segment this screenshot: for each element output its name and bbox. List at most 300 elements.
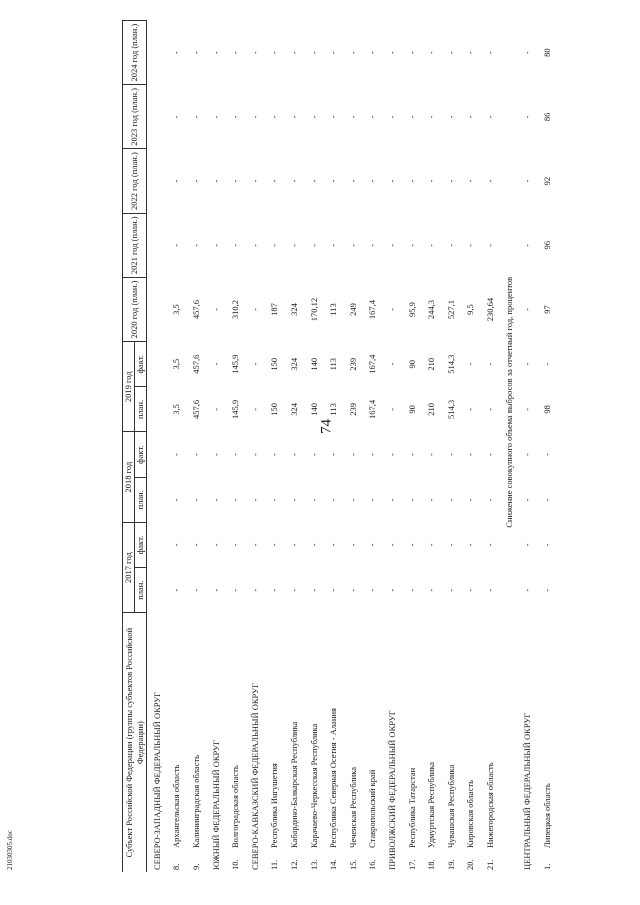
district-name-cell xyxy=(382,613,402,872)
value-cell: - xyxy=(249,179,260,183)
value-cell: 96 xyxy=(542,241,553,250)
district-row xyxy=(147,21,167,873)
region-name-cell xyxy=(186,613,206,872)
value-cell: - xyxy=(249,243,260,247)
value-cell: - xyxy=(210,243,221,247)
value-cell: - xyxy=(288,498,299,502)
value-cell: 80 xyxy=(542,48,553,57)
value-cell: - xyxy=(288,179,299,183)
value-cell: - xyxy=(406,588,417,592)
value-cell: - xyxy=(308,51,319,55)
subject-name: ЮЖНЫЙ ФЕДЕРАЛЬНЫЙ ОКРУГ xyxy=(210,740,221,870)
row-number: 1. xyxy=(542,863,553,870)
value-cell: - xyxy=(190,115,201,119)
value-cell: - xyxy=(484,243,495,247)
region-row xyxy=(480,21,500,873)
plan-year-header-2022: 2022 год (план.) xyxy=(123,149,147,213)
document-code: 21030305.doc xyxy=(6,830,14,870)
value-cell: - xyxy=(269,243,280,247)
value-cell: 3,5 xyxy=(171,404,182,415)
region-row xyxy=(225,21,245,873)
value-cell: 239 xyxy=(347,357,358,371)
section-caption: Снижение совокупного объема выбросов за отчетный год, процентов xyxy=(503,276,514,528)
value-cell: - xyxy=(465,51,476,55)
value-cell: - xyxy=(522,543,533,547)
value-cell: 140 xyxy=(308,357,319,371)
value-cell: 97 xyxy=(542,305,553,314)
value-cell xyxy=(147,149,167,213)
value-cell: - xyxy=(542,362,553,366)
value-cell: - xyxy=(249,407,260,411)
district-name-cell xyxy=(206,613,226,872)
value-cell xyxy=(147,477,167,522)
district-row xyxy=(518,21,538,873)
value-cell: - xyxy=(522,407,533,411)
value-cell: 167,4 xyxy=(367,354,378,374)
value-cell: - xyxy=(445,453,456,457)
value-cell: - xyxy=(367,588,378,592)
value-cell: 3,5 xyxy=(171,358,182,370)
value-cell: - xyxy=(308,243,319,247)
value-cell: - xyxy=(465,179,476,183)
district-name-cell xyxy=(245,613,265,872)
value-cell: 514,3 xyxy=(445,399,456,419)
district-name-cell xyxy=(518,613,538,872)
value-cell: - xyxy=(171,179,182,183)
subject-name: СЕВЕРО-КАВКАЗСКИЙ ФЕДЕРАЛЬНЫЙ ОКРУГ xyxy=(249,683,260,870)
row-number: 18. xyxy=(426,859,437,870)
value-cell: - xyxy=(190,543,201,547)
value-cell xyxy=(147,85,167,149)
value-cell: - xyxy=(367,115,378,119)
value-cell: - xyxy=(406,453,417,457)
region-name-cell xyxy=(480,613,500,872)
value-cell: 310,2 xyxy=(230,299,241,320)
value-cell: - xyxy=(426,453,437,457)
value-cell: - xyxy=(210,179,221,183)
value-cell: - xyxy=(484,498,495,502)
value-cell: - xyxy=(445,179,456,183)
row-number: 19. xyxy=(445,859,456,870)
subject-name: Калининградская область xyxy=(190,755,201,848)
value-cell: - xyxy=(269,453,280,457)
value-cell: - xyxy=(288,115,299,119)
value-cell: - xyxy=(210,543,221,547)
value-cell: 140 xyxy=(308,403,319,416)
value-cell: - xyxy=(522,588,533,592)
value-cell: 90 xyxy=(406,359,417,369)
value-cell: - xyxy=(269,543,280,547)
value-cell: - xyxy=(484,588,495,592)
plan-year-header-2023: 2023 год (план.) xyxy=(123,85,147,149)
value-cell: - xyxy=(347,115,358,119)
value-cell: - xyxy=(406,51,417,55)
value-cell: - xyxy=(308,179,319,183)
row-number: 11. xyxy=(269,859,280,870)
subject-name: Липецкая область xyxy=(542,783,553,848)
value-cell: 324 xyxy=(288,357,299,371)
value-cell: - xyxy=(542,453,553,457)
value-cell: - xyxy=(249,453,260,457)
value-cell: - xyxy=(230,543,241,547)
subject-name: Республика Татарстан xyxy=(406,767,417,848)
region-name-cell xyxy=(304,613,324,872)
region-row xyxy=(461,21,481,873)
value-cell: - xyxy=(542,588,553,592)
value-cell: 167,4 xyxy=(367,399,378,419)
value-cell: 113 xyxy=(328,357,339,371)
row-number: 16. xyxy=(367,859,378,870)
value-cell: - xyxy=(426,498,437,502)
value-cell: - xyxy=(269,498,280,502)
value-cell: - xyxy=(249,362,260,366)
value-cell: - xyxy=(347,179,358,183)
value-cell: - xyxy=(386,362,397,366)
value-cell: - xyxy=(308,588,319,592)
value-cell: - xyxy=(190,51,201,55)
value-cell: 145,9 xyxy=(230,399,241,419)
value-cell: - xyxy=(230,115,241,119)
subject-name: Архангельская область xyxy=(171,764,182,848)
region-name-cell xyxy=(265,613,285,872)
value-cell: - xyxy=(288,588,299,592)
value-cell: - xyxy=(426,115,437,119)
value-cell: 527,1 xyxy=(445,299,456,320)
value-cell: - xyxy=(367,453,378,457)
value-cell: 113 xyxy=(328,403,339,416)
subheader-plan: план. xyxy=(135,477,147,522)
value-cell: - xyxy=(288,51,299,55)
emissions-table xyxy=(122,20,557,872)
subheader-plan: план. xyxy=(135,387,147,432)
value-cell: - xyxy=(445,51,456,55)
year-header-2017: 2017 год xyxy=(123,522,135,612)
value-cell: - xyxy=(230,243,241,247)
value-cell: - xyxy=(328,179,339,183)
region-row xyxy=(421,21,441,873)
value-cell: - xyxy=(426,588,437,592)
value-cell: - xyxy=(210,362,221,366)
value-cell: 150 xyxy=(269,357,280,371)
table-body xyxy=(147,21,557,873)
region-name-cell xyxy=(363,613,383,872)
value-cell: 167,4 xyxy=(367,299,378,320)
region-name-cell xyxy=(225,613,245,872)
value-cell: - xyxy=(230,179,241,183)
row-number: 10. xyxy=(230,859,241,870)
value-cell: - xyxy=(386,243,397,247)
subject-name: Нижегородская область xyxy=(484,762,495,848)
subject-name: Республика Северная Осетия - Алания xyxy=(328,708,339,848)
value-cell: - xyxy=(542,543,553,547)
region-row xyxy=(441,21,461,873)
value-cell: - xyxy=(347,243,358,247)
value-cell: - xyxy=(249,308,260,311)
row-number: 13. xyxy=(308,859,319,870)
value-cell: - xyxy=(249,51,260,55)
subheader-plan: план. xyxy=(135,568,147,613)
value-cell xyxy=(147,342,167,387)
rotated-table-container xyxy=(122,20,553,872)
value-cell: - xyxy=(171,51,182,55)
row-number: 21. xyxy=(484,859,495,870)
value-cell: 324 xyxy=(288,303,299,316)
value-cell: 514,3 xyxy=(445,354,456,374)
value-cell: - xyxy=(210,498,221,502)
value-cell: - xyxy=(406,543,417,547)
value-cell: 92 xyxy=(542,176,553,186)
value-cell: 113 xyxy=(328,303,339,316)
value-cell: - xyxy=(190,498,201,502)
value-cell: - xyxy=(484,51,495,55)
value-cell: - xyxy=(426,179,437,183)
value-cell: - xyxy=(522,51,533,55)
value-cell xyxy=(147,522,167,567)
subject-name: Ставропольский край xyxy=(367,769,378,848)
value-cell: 170,12 xyxy=(308,297,319,322)
value-cell: - xyxy=(171,453,182,457)
region-name-cell xyxy=(343,613,363,872)
value-cell: - xyxy=(522,243,533,247)
value-cell: - xyxy=(386,407,397,411)
value-cell: - xyxy=(328,243,339,247)
district-row xyxy=(245,21,265,873)
value-cell: - xyxy=(522,362,533,366)
subheader-fact: факт. xyxy=(135,342,147,387)
value-cell xyxy=(147,277,167,341)
district-row xyxy=(382,21,402,873)
value-cell: - xyxy=(367,243,378,247)
value-cell: - xyxy=(308,543,319,547)
value-cell: - xyxy=(210,453,221,457)
value-cell: - xyxy=(230,51,241,55)
value-cell: - xyxy=(210,308,221,311)
value-cell: 210 xyxy=(426,403,437,416)
region-name-cell xyxy=(284,613,304,872)
value-cell: - xyxy=(328,498,339,502)
value-cell: - xyxy=(406,498,417,502)
region-row xyxy=(265,21,285,873)
value-cell: - xyxy=(445,588,456,592)
value-cell: - xyxy=(190,588,201,592)
value-cell: - xyxy=(484,115,495,119)
value-cell: 86 xyxy=(542,112,553,122)
year-header-2019: 2019 год xyxy=(123,342,135,432)
subject-column-header: Субъект Российской Федерации (группы субъектов Российской Федерации) xyxy=(123,613,147,872)
value-cell: - xyxy=(230,588,241,592)
value-cell: - xyxy=(484,179,495,183)
page-number: 74 xyxy=(318,419,335,434)
value-cell: - xyxy=(386,115,397,119)
value-cell: - xyxy=(210,51,221,55)
value-cell: - xyxy=(308,115,319,119)
value-cell: - xyxy=(445,498,456,502)
value-cell: - xyxy=(522,498,533,502)
value-cell: - xyxy=(269,115,280,119)
row-number: 9. xyxy=(190,863,201,870)
value-cell: - xyxy=(249,498,260,502)
subject-name: Республика Ингушетия xyxy=(269,763,280,848)
value-cell: - xyxy=(190,453,201,457)
value-cell: - xyxy=(367,498,378,502)
value-cell: - xyxy=(406,179,417,183)
value-cell: - xyxy=(288,453,299,457)
region-row xyxy=(323,21,343,873)
value-cell: - xyxy=(406,243,417,247)
value-cell: 95,9 xyxy=(406,302,417,317)
region-row xyxy=(343,21,363,873)
value-cell: - xyxy=(386,179,397,183)
value-cell: 457,6 xyxy=(190,399,201,419)
value-cell: - xyxy=(269,588,280,592)
value-cell: - xyxy=(367,51,378,55)
value-cell: - xyxy=(171,498,182,502)
subject-name: СЕВЕРО-ЗАПАДНЫЙ ФЕДЕРАЛЬНЫЙ ОКРУГ xyxy=(151,691,162,870)
row-number: 12. xyxy=(288,859,299,870)
value-cell xyxy=(147,432,167,477)
value-cell: 3,5 xyxy=(171,304,182,315)
section-caption-row xyxy=(500,21,518,873)
subject-name: ПРИВОЛЖСКИЙ ФЕДЕРАЛЬНЫЙ ОКРУГ xyxy=(386,710,397,870)
row-number: 17. xyxy=(406,859,417,870)
region-row xyxy=(304,21,324,873)
value-cell: 324 xyxy=(288,403,299,416)
value-cell: - xyxy=(308,498,319,502)
region-name-cell xyxy=(421,613,441,872)
value-cell: - xyxy=(465,362,476,366)
subject-name: ЦЕНТРАЛЬНЫЙ ФЕДЕРАЛЬНЫЙ ОКРУГ xyxy=(522,712,533,870)
value-cell: 249 xyxy=(347,303,358,316)
value-cell: - xyxy=(522,179,533,183)
value-cell: - xyxy=(465,243,476,247)
value-cell: - xyxy=(171,588,182,592)
value-cell: - xyxy=(386,453,397,457)
subject-name: Карачаево-Черкесская Республика xyxy=(308,723,319,848)
value-cell: - xyxy=(288,543,299,547)
region-name-cell xyxy=(537,613,557,872)
value-cell: - xyxy=(426,243,437,247)
plan-year-header-2024: 2024 год (план.) xyxy=(123,21,147,85)
value-cell: - xyxy=(386,51,397,55)
value-cell: - xyxy=(386,308,397,311)
region-row xyxy=(186,21,206,873)
value-cell: - xyxy=(386,588,397,592)
value-cell: 150 xyxy=(269,403,280,416)
value-cell: - xyxy=(522,453,533,457)
value-cell: - xyxy=(484,543,495,547)
row-number: 8. xyxy=(171,863,182,870)
value-cell: - xyxy=(210,588,221,592)
value-cell: - xyxy=(171,115,182,119)
district-name-cell xyxy=(147,613,167,872)
value-cell: - xyxy=(269,179,280,183)
value-cell: - xyxy=(386,498,397,502)
value-cell xyxy=(147,21,167,85)
row-number: 15. xyxy=(347,859,358,870)
value-cell: - xyxy=(367,543,378,547)
region-row xyxy=(284,21,304,873)
region-row xyxy=(402,21,422,873)
region-name-cell xyxy=(323,613,343,872)
value-cell: - xyxy=(367,179,378,183)
value-cell: 9,5 xyxy=(465,304,476,315)
value-cell xyxy=(147,213,167,277)
value-cell: - xyxy=(406,115,417,119)
value-cell: - xyxy=(347,588,358,592)
value-cell: 457,6 xyxy=(190,299,201,320)
subject-name: Чеченская Республика xyxy=(347,767,358,848)
value-cell: - xyxy=(465,588,476,592)
value-cell: - xyxy=(484,453,495,457)
value-cell: - xyxy=(210,407,221,411)
value-cell: - xyxy=(190,243,201,247)
value-cell: - xyxy=(445,115,456,119)
subject-name: Удмуртская Республика xyxy=(426,761,437,848)
subheader-fact: факт. xyxy=(135,522,147,567)
region-name-cell xyxy=(402,613,422,872)
value-cell: - xyxy=(308,453,319,457)
value-cell: - xyxy=(249,115,260,119)
value-cell: - xyxy=(386,543,397,547)
value-cell: - xyxy=(249,588,260,592)
value-cell: - xyxy=(522,115,533,119)
value-cell: - xyxy=(522,308,533,311)
value-cell: - xyxy=(249,543,260,547)
subheader-fact: факт. xyxy=(135,432,147,477)
value-cell: - xyxy=(328,588,339,592)
value-cell: - xyxy=(347,543,358,547)
value-cell: - xyxy=(171,243,182,247)
region-row xyxy=(363,21,383,873)
subject-name: Волгоградская область xyxy=(230,765,241,848)
value-cell: 90 xyxy=(406,405,417,414)
value-cell: - xyxy=(210,115,221,119)
value-cell: - xyxy=(288,243,299,247)
value-cell: 457,6 xyxy=(190,354,201,374)
year-header-2018: 2018 год xyxy=(123,432,135,522)
value-cell: - xyxy=(426,51,437,55)
region-name-cell xyxy=(441,613,461,872)
value-cell: - xyxy=(484,407,495,411)
value-cell: - xyxy=(269,51,280,55)
value-cell: - xyxy=(542,498,553,502)
value-cell xyxy=(147,387,167,432)
value-cell: - xyxy=(328,115,339,119)
region-name-cell xyxy=(461,613,481,872)
value-cell: 230,64 xyxy=(484,297,495,322)
value-cell xyxy=(147,568,167,613)
value-cell: - xyxy=(347,51,358,55)
value-cell: - xyxy=(190,179,201,183)
plan-year-header-2020: 2020 год (план.) xyxy=(123,277,147,341)
value-cell: 239 xyxy=(347,403,358,416)
value-cell: - xyxy=(328,543,339,547)
region-name-cell xyxy=(167,613,187,872)
region-row xyxy=(537,21,557,873)
value-cell: - xyxy=(347,498,358,502)
value-cell: - xyxy=(484,362,495,366)
value-cell: 210 xyxy=(426,357,437,371)
value-cell: - xyxy=(465,453,476,457)
plan-year-header-2021: 2021 год (план.) xyxy=(123,213,147,277)
subject-name: Кировская область xyxy=(465,779,476,848)
row-number: 14. xyxy=(328,859,339,870)
value-cell: - xyxy=(465,407,476,411)
value-cell: - xyxy=(230,453,241,457)
value-cell: - xyxy=(426,543,437,547)
value-cell: 98 xyxy=(542,405,553,414)
value-cell: - xyxy=(328,453,339,457)
